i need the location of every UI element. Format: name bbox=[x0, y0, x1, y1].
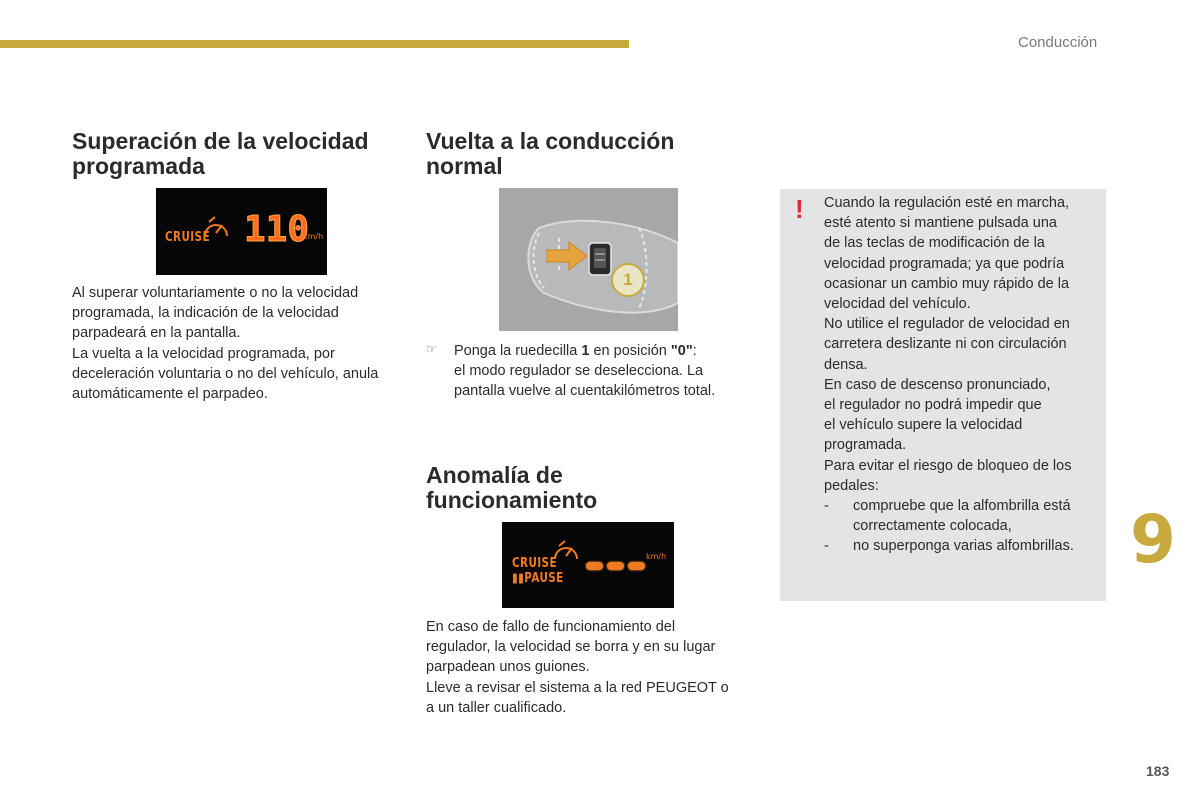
step-pointer-icon: ☞ bbox=[426, 342, 437, 356]
speed-value: 110 bbox=[244, 209, 310, 250]
vuelta-step: Ponga la ruedecilla 1 en posición "0": el modo regulador se deselecciona. La pantalla vuelve al cuentakilómetros total. bbox=[454, 343, 716, 400]
cruise-fault-display bbox=[502, 522, 674, 608]
heading-superacion: Superación de la velocidad programada bbox=[72, 128, 369, 179]
position-marker-1: 1 bbox=[611, 263, 645, 297]
dash-segment bbox=[586, 562, 603, 570]
speed-unit: km/h bbox=[303, 232, 324, 241]
heading-vuelta: Vuelta a la conducción normal bbox=[426, 128, 675, 179]
pause-label: ▮▮PAUSE bbox=[512, 571, 564, 586]
warning-icon: ! bbox=[795, 194, 804, 224]
cruise-label: CRUISE bbox=[512, 556, 557, 571]
dash-segment bbox=[628, 562, 645, 570]
speedometer-icon bbox=[201, 216, 231, 242]
anomalia-body: En caso de fallo de funcionamiento del regulador, la velocidad se borra y en su lugar parpadean unos guiones. Lleve a revisar el sistema a la red PEUGEOT o a un taller cualificado. bbox=[426, 619, 729, 716]
speed-unit: km/h bbox=[646, 552, 667, 561]
warning-text: Cuando la regulación esté en marcha, esté atento si mantiene pulsada una de las teclas de modificación de la velocidad programada; ya que podría ocasionar un cambio muy rápido de la velocidad del vehículo. No utilice el regulador de velocidad en carretera deslizante ni con circulación densa. En caso de descenso pronunciado, el regulador no podrá impedir que el vehículo supere la velocidad programada. Para evitar el riesgo de bloqueo de los pedales: - compruebe que la alfombrilla está correctamente colocada, - no superponga varias alfombrillas. bbox=[824, 193, 1074, 557]
dash-segment bbox=[607, 562, 624, 570]
speedometer-icon bbox=[552, 540, 580, 564]
warning-list-item: - no superponga varias alfombrillas. bbox=[824, 538, 1074, 555]
superacion-body: Al superar voluntariamente o no la velocidad programada, la indicación de la velocidad parpadeará en la pantalla. La vuelta a la velocidad programada, por deceleración voluntaria o no del vehículo, anula automáticamente el parpadeo. bbox=[72, 285, 379, 403]
heading-anomalia: Anomalía de funcionamiento bbox=[426, 462, 598, 513]
cruise-label: CRUISE bbox=[165, 230, 210, 245]
page-number: 183 bbox=[1146, 763, 1170, 779]
header-accent-bar bbox=[0, 40, 629, 48]
chapter-number: 9 bbox=[1130, 501, 1176, 578]
control-stalk-illustration bbox=[499, 188, 678, 331]
section-title: Conducción bbox=[1018, 34, 1098, 51]
warning-list-item: - compruebe que la alfombrilla está correctamente colocada, bbox=[824, 498, 1071, 535]
cruise-speed-display bbox=[156, 188, 327, 275]
